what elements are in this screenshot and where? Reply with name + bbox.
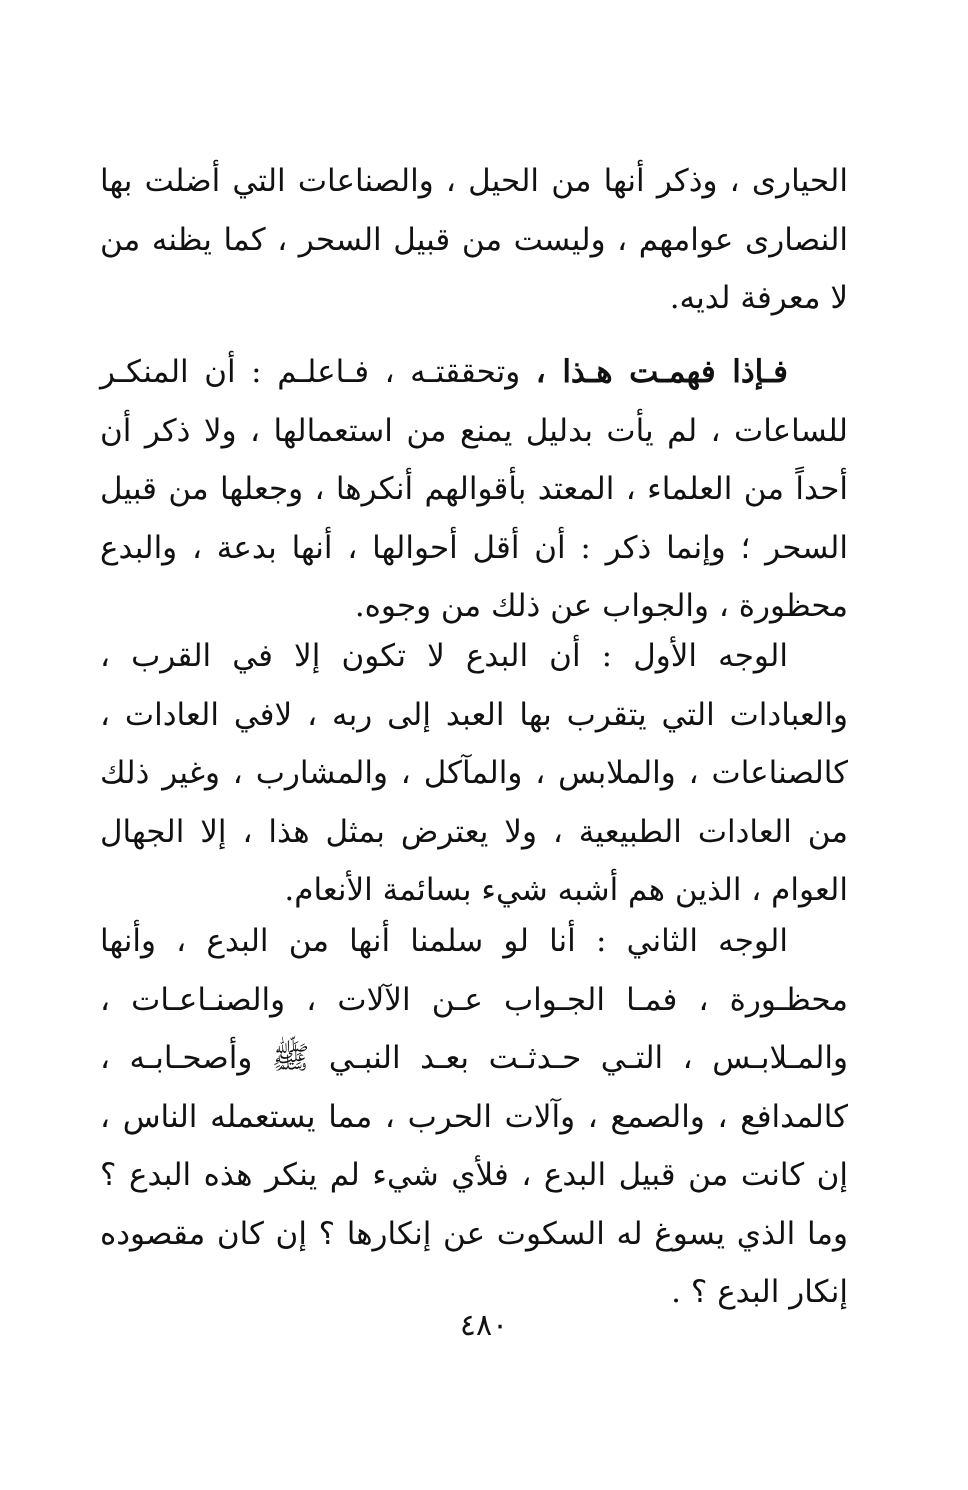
- paragraph-2-lead: فـإذا فهمـت هـذا ،: [535, 354, 788, 390]
- paragraph-4: [100, 912, 848, 1322]
- paragraph-3: [100, 627, 848, 920]
- paragraph-2-body: [100, 343, 848, 636]
- paragraph-2-text: وتحققتـه ، فـاعلـم : أن المنكـر للساعات ، لم يأت بدليل يمنع من استعمالها ، ولا ذكر أن أحداً من العلماء ، المعتد بأقوالهم أنكرها ، وجعلها من قبيل السحر ؛ وإنما ذكر : أن أقل أحوالها ، أنها بدعة ، والبدع محظورة ، والجواب عن ذلك من وجوه.: [100, 354, 848, 624]
- page-number: ٤٨٠: [459, 1308, 509, 1343]
- paragraph-1-text: الحيارى ، وذكر أنها من الحيل ، والصناعات التي أضلت بها النصارى عوامهم ، وليست من قبيل السحر ، كما يظنه من لا معرفة لديه.: [100, 163, 848, 316]
- paragraph-4-text: الوجه الثاني : أنا لو سلمنا أنها من البدع ، وأنها محظـورة ، فمـا الجـواب عـن الآلات ، والصنـاعـات ، والمـلابـس ، التـي حـدثـت بعـد النبـي ﷺ وأصحـابـه ، كالمدافع ، والصمع ، وآلات الحرب ، مما يستعمله الناس ، إن كانت من قبيل البدع ، فلأي شيء لم ينكر هذه البدع ؟ وما الذي يسوغ له السكوت عن إنكارها ؟ إن كان مقصوده إنكار البدع ؟ .: [100, 923, 848, 1310]
- paragraph-1: [100, 152, 848, 328]
- paragraph-2: [100, 343, 848, 636]
- paragraph-3-text: الوجه الأول : أن البدع لا تكون إلا في القرب ، والعبادات التي يتقرب بها العبد إلى ربه ، لافي العادات ، كالصناعات ، والملابس ، والمآكل ، والمشارب ، وغير ذلك من العادات الطبيعية ، ولا يعترض بمثل هذا ، إلا الجهال العوام ، الذين هم أشبه شيء بسائمة الأنعام.: [100, 638, 848, 908]
